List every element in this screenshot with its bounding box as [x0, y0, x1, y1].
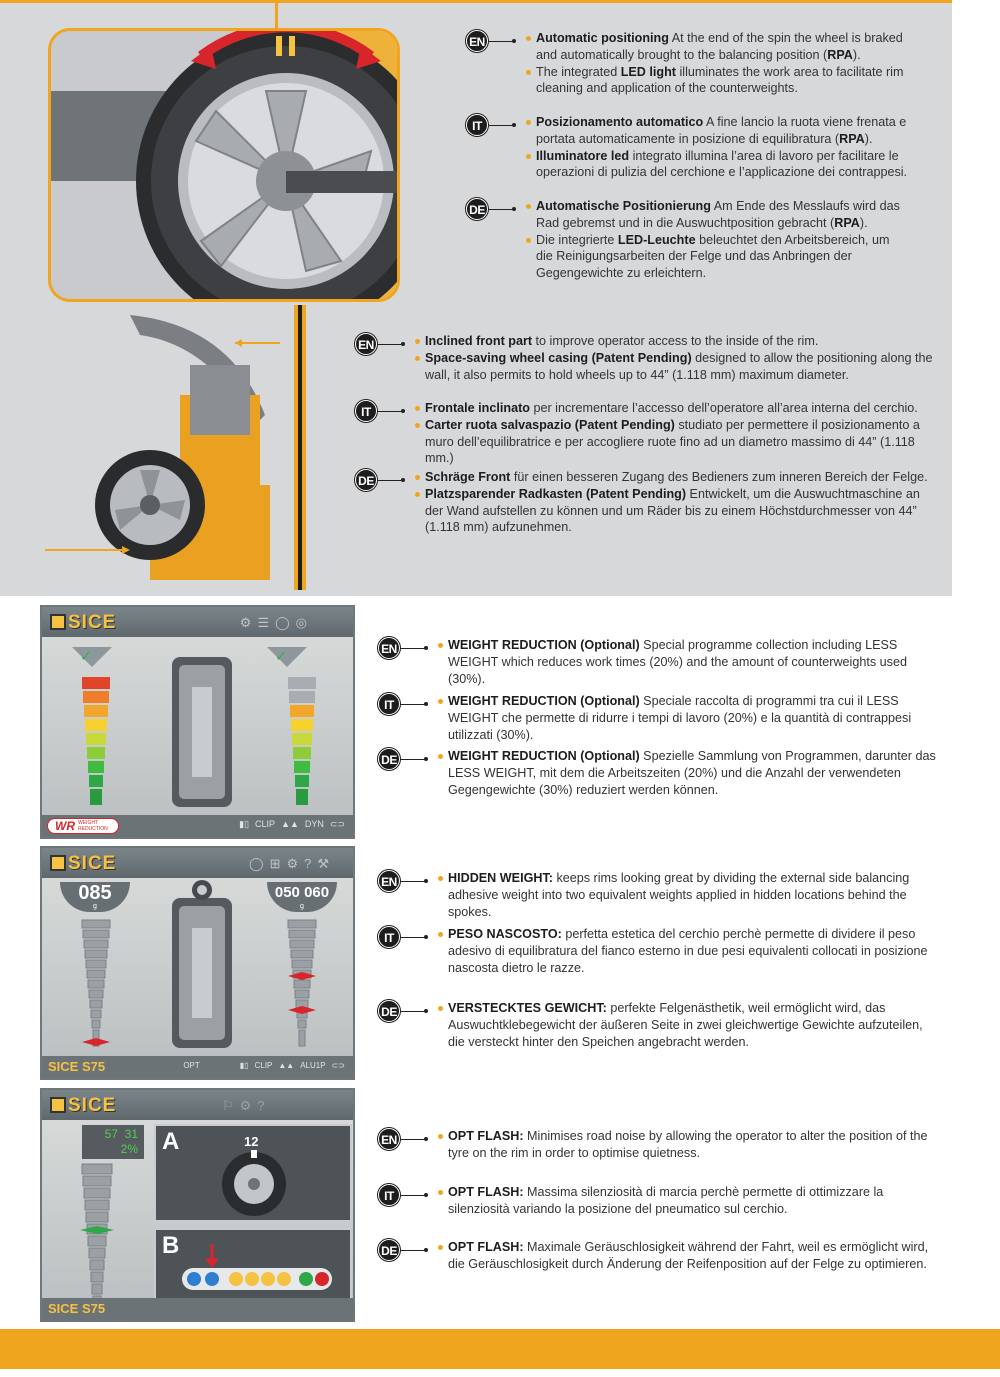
s4-it-block — [378, 926, 938, 976]
s1-de-bullet-1: Automatische Positionierung Am Ende des Messlaufs wird das Rad gebremst und in die Auswuchtposition gebracht (RPA). — [526, 198, 908, 232]
opt-gauge — [42, 1120, 152, 1320]
s2-de-block — [355, 469, 935, 536]
s5-de-block — [378, 1239, 938, 1273]
s3-de-bullet: WEIGHT REDUCTION (Optional) Spezielle Sammlung von Programmen, darunter das LESS WEIGHT, mit dem die Arbeitszeiten (20%) und die Anzahl der verwendeten Gegengewichte (30%) reduziert werden können. — [438, 748, 938, 798]
screen-header — [42, 848, 353, 878]
screen-header — [42, 607, 353, 637]
model-label: SICE S75 — [48, 1059, 106, 1074]
wheel-closeup-illustration — [51, 31, 400, 302]
screen-footer — [42, 1298, 353, 1320]
wr-badge: WR WEIGHT REDUCTION — [47, 818, 119, 834]
lang-badge-en: EN — [355, 333, 377, 355]
s3-en-bullet: WEIGHT REDUCTION (Optional) Special programme collection including LESS WEIGHT which reduces work times (20%) and the amount of counterweights used (30%). — [438, 637, 938, 687]
s2-en-bullet-2: Space-saving wheel casing (Patent Pending) designed to allow the positioning along the wall, it also permits to hold wheels up to 44” (1.118 mm) maximum diameter. — [415, 350, 935, 384]
s3-it-block — [378, 693, 938, 743]
s4-de-block — [378, 1000, 938, 1050]
right-weight-box: 050 060 g — [267, 882, 337, 912]
footer-icons: ▮▯ CLIP ▲▲ DYN ⊂⊃ — [239, 819, 345, 829]
top-orange-tick — [275, 0, 278, 28]
s3-de-block — [378, 748, 938, 798]
opt-flash-screen — [40, 1088, 355, 1322]
settings-icons: ⚙☰◯◎ — [239, 615, 313, 630]
panel-a: A 12 — [154, 1124, 352, 1222]
lang-badge-de: DE — [466, 198, 488, 220]
lang-badge-de: DE — [378, 748, 400, 770]
tyre-icon — [156, 1126, 354, 1224]
machine-side-photo — [30, 305, 340, 590]
s2-it-block — [355, 400, 935, 467]
s1-it-bullet-2: Illuminatore led integrato illumina l’area di lavoro per facilitare le operazioni di pulizia del cerchione e l’applicazione dei contrappesi. — [526, 148, 908, 182]
left-gauge — [82, 677, 110, 805]
s5-it-bullet: OPT FLASH: Massima silenziosità di marcia perchè permette di ottimizzare la silenziosità variando la posizione del pneumatico sul cerchio. — [438, 1184, 938, 1218]
right-gauge — [288, 677, 316, 805]
lang-badge-de: DE — [355, 469, 377, 491]
s1-de-bullet-2: Die integrierte LED-Leuchte beleuchtet den Arbeitsbereich, um die Reinigungsarbeiten der Felge und das Anbringen der Gegengewichte zu erleichtern. — [526, 232, 908, 282]
sice-logo: SICE — [50, 1095, 116, 1117]
s5-en-block — [378, 1128, 938, 1162]
lang-badge-it: IT — [378, 1184, 400, 1206]
machine-side-illustration — [30, 305, 340, 590]
s2-it-bullet-2: Carter ruota salvaspazio (Patent Pending) studiato per permettere il posizionamento a muro dell’equilibratrice e per accogliere ruote fino ad un diametro massimo di 44” (1.118 mm.) — [415, 417, 935, 467]
hidden-weight-screen — [40, 846, 355, 1080]
s1-en-bullet-1: Automatic positioning At the end of the spin the wheel is braked and automatically brought to the balancing position (RPA). — [526, 30, 908, 64]
s2-de-bullet-1: Schräge Front für einen besseren Zugang des Bedieners zum inneren Bereich der Felge. — [415, 469, 935, 486]
s2-en-block — [355, 333, 935, 383]
left-weight-box: 085 g — [60, 882, 130, 912]
s5-en-bullet: OPT FLASH: Minimises road noise by allowing the operator to alter the position of the tyre on the rim in order to optimise quietness. — [438, 1128, 938, 1162]
s2-en-bullet-1: Inclined front part to improve operator access to the inside of the rim. — [415, 333, 935, 350]
s4-de-bullet: VERSTECKTES GEWICHT: perfekte Felgenästhetik, weil ermöglicht wird, das Auswuchtklebegewicht der äußeren Seite in zwei gleichwertige Gewichte aufzuteilen, die versteckt hinter den Speichen angebracht werden. — [438, 1000, 938, 1050]
sice-logo: SICE — [50, 853, 116, 875]
lang-badge-en: EN — [378, 870, 400, 892]
lang-badge-en: EN — [378, 1128, 400, 1150]
lang-badge-en: EN — [378, 637, 400, 659]
screen-header — [42, 1090, 353, 1120]
lang-badge-de: DE — [378, 1000, 400, 1022]
s3-en-block — [378, 637, 938, 687]
s4-en-block — [378, 870, 938, 920]
lang-badge-en: EN — [466, 30, 488, 52]
lang-badge-it: IT — [378, 693, 400, 715]
settings-icons: ◯⊞⚙?⚒ — [249, 856, 335, 871]
s5-it-block — [378, 1184, 938, 1218]
footer-icons: OPT ▮▯ CLIP ▲▲ ALU1P ⊂⊃ — [183, 1061, 345, 1070]
s4-en-bullet: HIDDEN WEIGHT: keeps rims looking great by dividing the external side balancing adhesive weight into two equivalent weights applied in hidden locations behind the spokes. — [438, 870, 938, 920]
s2-de-bullet-2: Platzsparender Radkasten (Patent Pending) Entwickelt, um die Auswuchtmaschine an der Wand aufstellen zu können und um Räder bis zu einem Höchstdurchmesser von 44” (1.118 mm) aufzunehmen. — [415, 486, 935, 536]
s1-en-bullet-2: The integrated LED light illuminates the work area to facilitate rim cleaning and application of the counterweights. — [526, 64, 908, 98]
s1-it-block — [466, 114, 908, 181]
svg-text:✓: ✓ — [275, 649, 287, 665]
model-label: SICE S75 — [48, 1301, 106, 1316]
sice-logo: SICE — [50, 612, 116, 634]
svg-text:✓: ✓ — [80, 649, 92, 665]
wheel-closeup-photo — [48, 28, 400, 302]
lang-badge-it: IT — [355, 400, 377, 422]
top-orange-rule — [0, 0, 952, 3]
s1-en-block — [466, 30, 908, 97]
lang-badge-it: IT — [378, 926, 400, 948]
lang-badge-de: DE — [378, 1239, 400, 1261]
weight-reduction-screen — [40, 605, 355, 839]
panel-b: B — [154, 1228, 352, 1318]
bottom-orange-band — [0, 1329, 1000, 1369]
s1-it-bullet-1: Posizionamento automatico A fine lancio la ruota viene frenata e portata automaticamente in posizione di equilibratura (RPA). — [526, 114, 908, 148]
weight-reduction-display — [42, 637, 355, 817]
screen-footer — [42, 815, 353, 837]
s5-de-bullet: OPT FLASH: Maximale Geräuschlosigkeit während der Fahrt, weil es ermöglicht wird, die Geräuschlosigkeit durch Änderung der Reifenposition auf der Felge zu optimieren. — [438, 1239, 938, 1273]
s4-it-bullet: PESO NASCOSTO: perfetta estetica del cerchio perchè permette di dividere il peso adesivo di equilibratura del fianco esterno in due pesi equivalenti collocati in posizione nascosta dietro le razze. — [438, 926, 938, 976]
lang-badge-it: IT — [466, 114, 488, 136]
s3-it-bullet: WEIGHT REDUCTION (Optional) Speciale raccolta di programmi tra cui il LESS WEIGHT che permette di ridurre i tempi di lavoro (20%) e la quantità di contrappesi utilizzati (30%). — [438, 693, 938, 743]
screen-footer — [42, 1056, 353, 1078]
opt-readout: 57 31 2% — [82, 1125, 144, 1159]
settings-icons: ⚐⚙? — [222, 1098, 271, 1113]
s1-de-block — [466, 198, 908, 282]
s2-it-bullet-1: Frontale inclinato per incrementare l’accesso dell’operatore all’area interna del cerchio. — [415, 400, 935, 417]
